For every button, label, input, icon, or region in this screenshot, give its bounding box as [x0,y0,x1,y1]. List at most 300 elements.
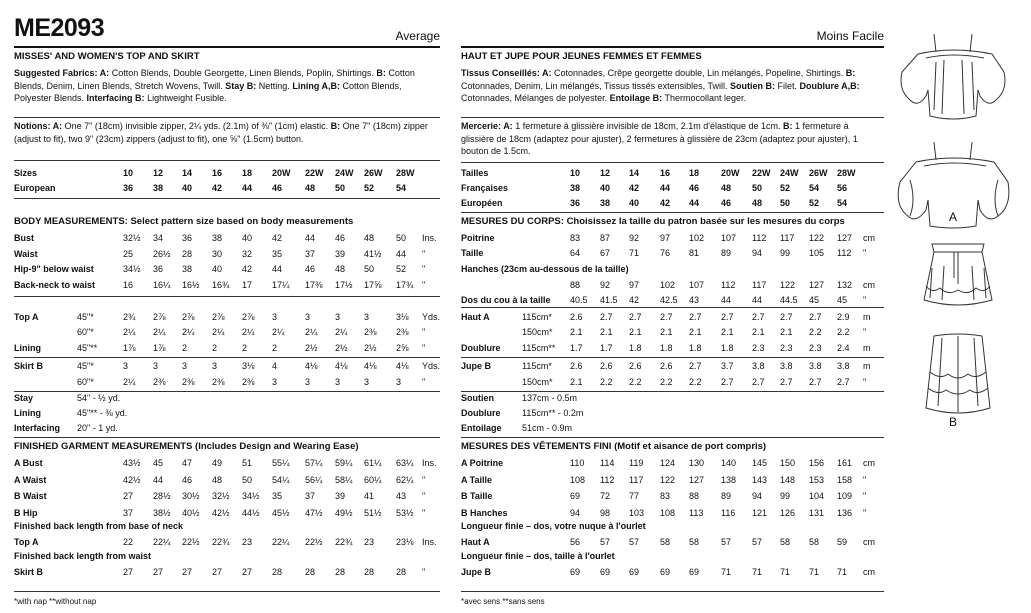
cell: 38 [212,233,223,243]
cell: 2.2 [837,327,850,337]
cell: 22¾ [335,537,353,547]
cell: 1⅞ [123,343,136,353]
cell: 57¼ [305,458,323,468]
cell: 2⅜ [182,377,195,387]
row-label: Jupe B [461,567,492,577]
row-label: B Hanches [461,507,508,518]
cell: 43 [689,295,700,305]
cell: 2¾ [123,312,136,322]
cell: 4⅛ [305,361,318,371]
cell: 2⅞ [182,312,195,322]
cell: 35 [272,491,283,501]
cell: 36 [182,233,193,243]
para-label: Doublure A,B: [799,80,860,91]
cell: 26W [364,168,383,178]
row-unit: " [422,248,426,259]
cell: 4⅛ [396,361,409,371]
cell: 27 [123,567,134,577]
cell: 3 [335,377,341,387]
row-width: 115cm** [522,343,556,353]
cell: 1.8 [689,343,702,353]
row-label: Européen [461,198,503,208]
para-text: Cotton Blends, Denim, Linen Blends, Stretch Wovens, Twill. [14,68,415,91]
row-width: 115cm* [522,361,552,371]
divider [461,307,884,308]
cell: 48 [721,183,732,193]
cell: 2⅜ [153,377,166,387]
cell: 24W [780,168,799,178]
cell: 47 [182,458,193,468]
cell: 28W [837,168,856,178]
row-unit: cm [863,280,875,290]
cell: 2.2 [600,377,613,387]
cell: 49 [212,458,223,468]
cell: 2⅝ [396,343,409,353]
cell: 2⅞ [153,312,166,322]
para-text: Cotton Blends, Polyester Blends. [14,80,402,103]
cell: 108 [570,474,586,485]
cell: 28 [396,567,407,577]
cell: 108 [660,507,676,518]
cell: 28 [182,248,193,259]
row-width: 45"* [77,361,94,371]
cell: 61¼ [364,458,382,468]
row-unit: cm [863,233,875,243]
cell: 44 [721,295,732,305]
cell: 20W [721,168,740,178]
cell: 69 [600,567,611,577]
extra-text: 45"** - ⅜ yd. [77,408,128,418]
row-label: Doublure [461,343,501,353]
row-label: B Hip [14,507,38,518]
en-body-heading: BODY MEASUREMENTS: Select pattern size based on body measurements [14,216,354,227]
cell: 14 [182,168,193,178]
extra-label: Soutien [461,393,494,403]
cell: 2⅞ [242,312,255,322]
cell: 50 [752,183,763,193]
cell: 3 [335,312,341,322]
cell: 45 [809,295,820,305]
cell: 117 [780,233,795,243]
cell: 3 [123,361,129,371]
cell: 3 [272,377,278,387]
cell: 88 [570,280,581,290]
row-label: Jupe B [461,361,492,371]
divider [461,391,884,392]
cell: 89 [721,248,732,258]
row-unit: " [422,377,426,387]
cell: 52 [809,198,820,208]
cell: 2.1 [570,327,583,337]
row-label: Skirt B [14,567,44,577]
cell: 50 [335,183,346,193]
cell: 97 [629,280,640,290]
cell: 57 [629,537,640,547]
cell: 44 [153,474,164,485]
row-label: B Waist [14,491,47,501]
extra-label: Lining [14,408,41,418]
cell: 94 [752,491,763,501]
row-label: Top A [14,312,39,322]
cell: 30½ [182,491,200,501]
cell: 4⅛ [364,361,377,371]
cell: 2.6 [629,361,642,371]
row-label: Poitrine [461,233,495,243]
cell: 2.7 [809,377,822,387]
cell: 107 [689,280,705,290]
cell: 38 [153,183,164,193]
cell: 3 [212,361,218,371]
cell: 48 [335,264,346,274]
cell: 36 [123,183,134,193]
cell: 83 [570,233,581,243]
cell: 52 [364,183,375,193]
cell: 60¼ [364,474,382,485]
cell: 103 [629,507,645,518]
row-unit: " [863,507,867,518]
cell: 127 [689,474,705,485]
cell: 2½ [305,343,318,353]
cell: 2.7 [780,377,793,387]
cell: 2 [182,343,188,353]
row-label: Taille [461,248,484,258]
cell: 3⅛ [396,312,409,322]
cell: 34½ [123,264,141,274]
row-unit: " [422,327,426,337]
para-text: One 7" (18cm) invisible zipper, 2¼ yds. (2.1m) of ⅜" (1cm) elastic. [62,121,331,131]
cell: 28½ [153,491,171,501]
cell: 1.7 [600,343,613,353]
cell: 46 [182,474,193,485]
cell: 2.1 [752,327,765,337]
row-unit: Yds. [422,361,441,371]
para-label: Tissus Conseillés: A: [461,68,552,78]
cell: 43 [396,491,407,501]
para-label: Mercerie: A: [461,121,513,131]
para-label: Entoilage B: [609,93,663,103]
cell: 42 [629,183,640,193]
cell: 76 [660,248,671,258]
en-back-waist-heading: Finished back length from waist [14,551,152,561]
cell: 153 [809,474,825,485]
cell: 156 [809,458,825,468]
cell: 38 [600,198,611,208]
cell: 12 [153,168,164,178]
cell: 148 [780,474,796,485]
cell: 62¼ [396,474,414,485]
row-unit: m [863,312,871,322]
row-label: Sizes [14,168,38,178]
para-label: Stay B: [225,80,257,91]
row-unit: Ins. [422,233,437,243]
cell: 18 [242,168,253,178]
cell: 98 [600,507,611,518]
cell: 2.7 [600,312,613,322]
row-unit: " [422,491,426,501]
row-unit: " [422,474,426,485]
cell: 71 [780,567,791,577]
cell: 22¾ [212,537,230,547]
cell: 2.3 [780,343,793,353]
cell: 4⅛ [335,361,348,371]
cell: 46 [335,233,346,243]
en-footnote: *with nap **without nap [14,597,97,606]
cell: 2.7 [689,312,702,322]
cell: 37 [123,507,134,518]
cell: 57 [600,537,611,547]
cell: 2 [242,343,248,353]
cell: 114 [600,458,615,468]
cell: 2.3 [809,343,822,353]
cell: 150 [780,458,796,468]
cell: 2⅜ [396,327,409,337]
cell: 49½ [335,507,353,518]
cell: 2¼ [272,327,285,337]
cell: 2.2 [629,377,642,387]
cell: 2.7 [660,312,673,322]
cell: 2.2 [809,327,822,337]
row-label: Lining [14,343,41,353]
extra-text: 54" - ½ yd. [77,393,121,403]
cell: 16¾ [212,279,230,290]
cell: 2.7 [721,377,734,387]
cell: 113 [689,507,704,518]
row-unit: " [863,377,867,387]
cell: 42½ [123,474,141,485]
cell: 42 [272,233,283,243]
cell: 22W [305,168,324,178]
cell: 27 [153,567,164,577]
cell: 2.2 [660,377,673,387]
row-unit: " [422,343,426,353]
row-unit: " [863,327,867,337]
divider [14,160,440,161]
para-text: Lightweight Fusible. [144,93,227,103]
cell: 40 [182,183,193,193]
cell: 48 [305,183,316,193]
cell: 2.3 [752,343,765,353]
cell: 37 [305,248,316,259]
divider [14,198,440,199]
para-label: B: [783,121,793,131]
cell: 140 [721,458,737,468]
row-unit: cm [863,567,875,577]
divider [14,296,440,297]
rule-fr-top [461,46,884,48]
cell: 99 [780,491,791,501]
cell: 3 [182,361,188,371]
row-label: A Taille [461,474,493,485]
cell: 130 [689,458,705,468]
en-notions [14,120,440,145]
cell: 92 [600,280,611,290]
cell: 59 [837,537,848,547]
para-text: Filet. [774,80,800,91]
cell: 44 [689,198,700,208]
cell: 117 [752,280,767,290]
cell: 28 [272,567,283,577]
cell: 44½ [242,507,260,518]
cell: 3.8 [780,361,793,371]
cell: 2.6 [660,361,673,371]
cell: 45 [837,295,848,305]
row-width: 60"* [77,377,94,387]
row-label: B Taille [461,491,493,501]
row-label: Hip-9" below waist [14,264,94,274]
cell: 64 [570,248,581,258]
cell: 23 [242,537,253,547]
row-unit: " [863,295,867,305]
cell: 55¼ [272,458,290,468]
para-text: Thermocollant leger. [662,93,747,103]
row-width: 45"* [77,312,94,322]
cell: 83 [660,491,671,501]
cell: 50 [242,474,253,485]
cell: 71 [629,248,640,258]
cell: 124 [660,458,676,468]
cell: 2.6 [570,361,583,371]
cell: 47½ [305,507,323,518]
cell: 23⅛ [396,537,414,547]
fr-notions [461,120,884,158]
cell: 14 [629,168,640,178]
cell: 51 [242,458,253,468]
cell: 27 [212,567,223,577]
cell: 71 [809,567,820,577]
cell: 71 [721,567,732,577]
cell: 122 [660,474,676,485]
cell: 38 [182,264,193,274]
cell: 41.5 [600,295,618,305]
cell: 45 [153,458,164,468]
row-unit: m [863,343,871,353]
cell: 136 [837,507,853,518]
rule-en-top [14,46,440,48]
cell: 67 [600,248,611,258]
cell: 35 [272,248,283,259]
row-unit: cm [863,458,875,468]
cell: 104 [809,491,825,501]
cell: 50 [396,233,407,243]
cell: 2.7 [721,312,734,322]
cell: 132 [837,280,853,290]
cell: 22½ [182,537,200,547]
cell: 58 [660,537,671,547]
cell: 3 [305,377,311,387]
cell: 2.1 [660,327,673,337]
cell: 2¼ [242,327,255,337]
cell: 27 [182,567,193,577]
para-text: 1 fermeture à glissière de 18cm (adaptez pour ajuster), 2 fermetures à glissière de 23cm (adaptez pour ajuster), 1 bouton de 1.5cm. [461,121,858,156]
cell: 3 [364,312,370,322]
para-text: Cotonnades, Crêpe georgette double, Lin mélangés, Popeline, Shirtings. [551,68,846,78]
cell: 2 [272,343,278,353]
cell: 2¼ [153,327,166,337]
cell: 81 [689,248,700,258]
extra-label: Stay [14,393,34,403]
cell: 116 [721,507,736,518]
cell: 39 [335,248,346,259]
cell: 2⅜ [242,377,255,387]
cell: 69 [689,567,700,577]
cell: 63¼ [396,458,414,468]
cell: 40½ [182,507,200,518]
cell: 2⅞ [212,312,225,322]
cell: 3 [305,312,311,322]
row-label: Bust [14,233,34,243]
para-label: Soutien B: [729,80,775,91]
cell: 69 [629,567,640,577]
cell: 44 [396,248,407,259]
divider [461,357,884,358]
cell: 94 [570,507,581,518]
para-label: Suggested Fabrics: A: [14,68,110,78]
cell: 94 [752,248,763,258]
cell: 44 [272,264,283,274]
row-unit: " [422,264,426,274]
cell: 59¼ [335,458,353,468]
row-width: 45"** [77,343,98,353]
cell: 3 [364,377,370,387]
cell: 2¼ [335,327,348,337]
divider [461,437,884,438]
divider [14,357,440,358]
cell: 27 [123,491,134,501]
cell: 40 [212,264,223,274]
row-label: A Bust [14,458,43,468]
view-a-illustration [896,30,1026,230]
cell: 145 [752,458,768,468]
cell: 16 [212,168,223,178]
cell: 42½ [212,507,230,518]
divider [14,391,440,392]
para-text: Netting. [256,80,293,91]
cell: 42 [660,198,671,208]
cell: 28 [364,567,375,577]
cell: 97 [660,233,671,243]
cell: 2.7 [809,312,822,322]
cell: 17½ [335,279,353,290]
fr-body-heading: MESURES DU CORPS: Choisissez la taille du patron basée sur les mesures du corps [461,216,845,227]
cell: 16½ [182,279,200,290]
cell: 54¼ [272,474,290,485]
cell: 44 [752,295,763,305]
cell: 3⅛ [242,361,255,371]
fr-finished-heading: MESURES DES VÊTEMENTS FINI (Motif et aisance de port compris) [461,441,767,452]
row-width: 60"* [77,327,94,337]
para-label: Lining A,B: [292,80,340,91]
cell: 44 [660,183,671,193]
extra-label: Interfacing [14,423,61,433]
cell: 54 [396,183,407,193]
divider [14,591,440,592]
cell: 38 [570,183,581,193]
cell: 107 [721,233,737,243]
row-label: Françaises [461,183,509,193]
cell: 122 [809,233,825,243]
cell: 2.1 [689,327,702,337]
cell: 38½ [153,507,171,518]
cell: 28 [305,567,316,577]
fr-footnote: *avec sens **sans sens [461,597,545,606]
row-width: 150cm* [522,327,553,337]
cell: 89 [721,491,732,501]
extra-text: 20" - 1 yd. [77,423,118,433]
fr-fabrics [461,67,884,105]
cell: 18 [689,168,700,178]
cell: 42 [629,295,640,305]
cell: 92 [629,233,640,243]
